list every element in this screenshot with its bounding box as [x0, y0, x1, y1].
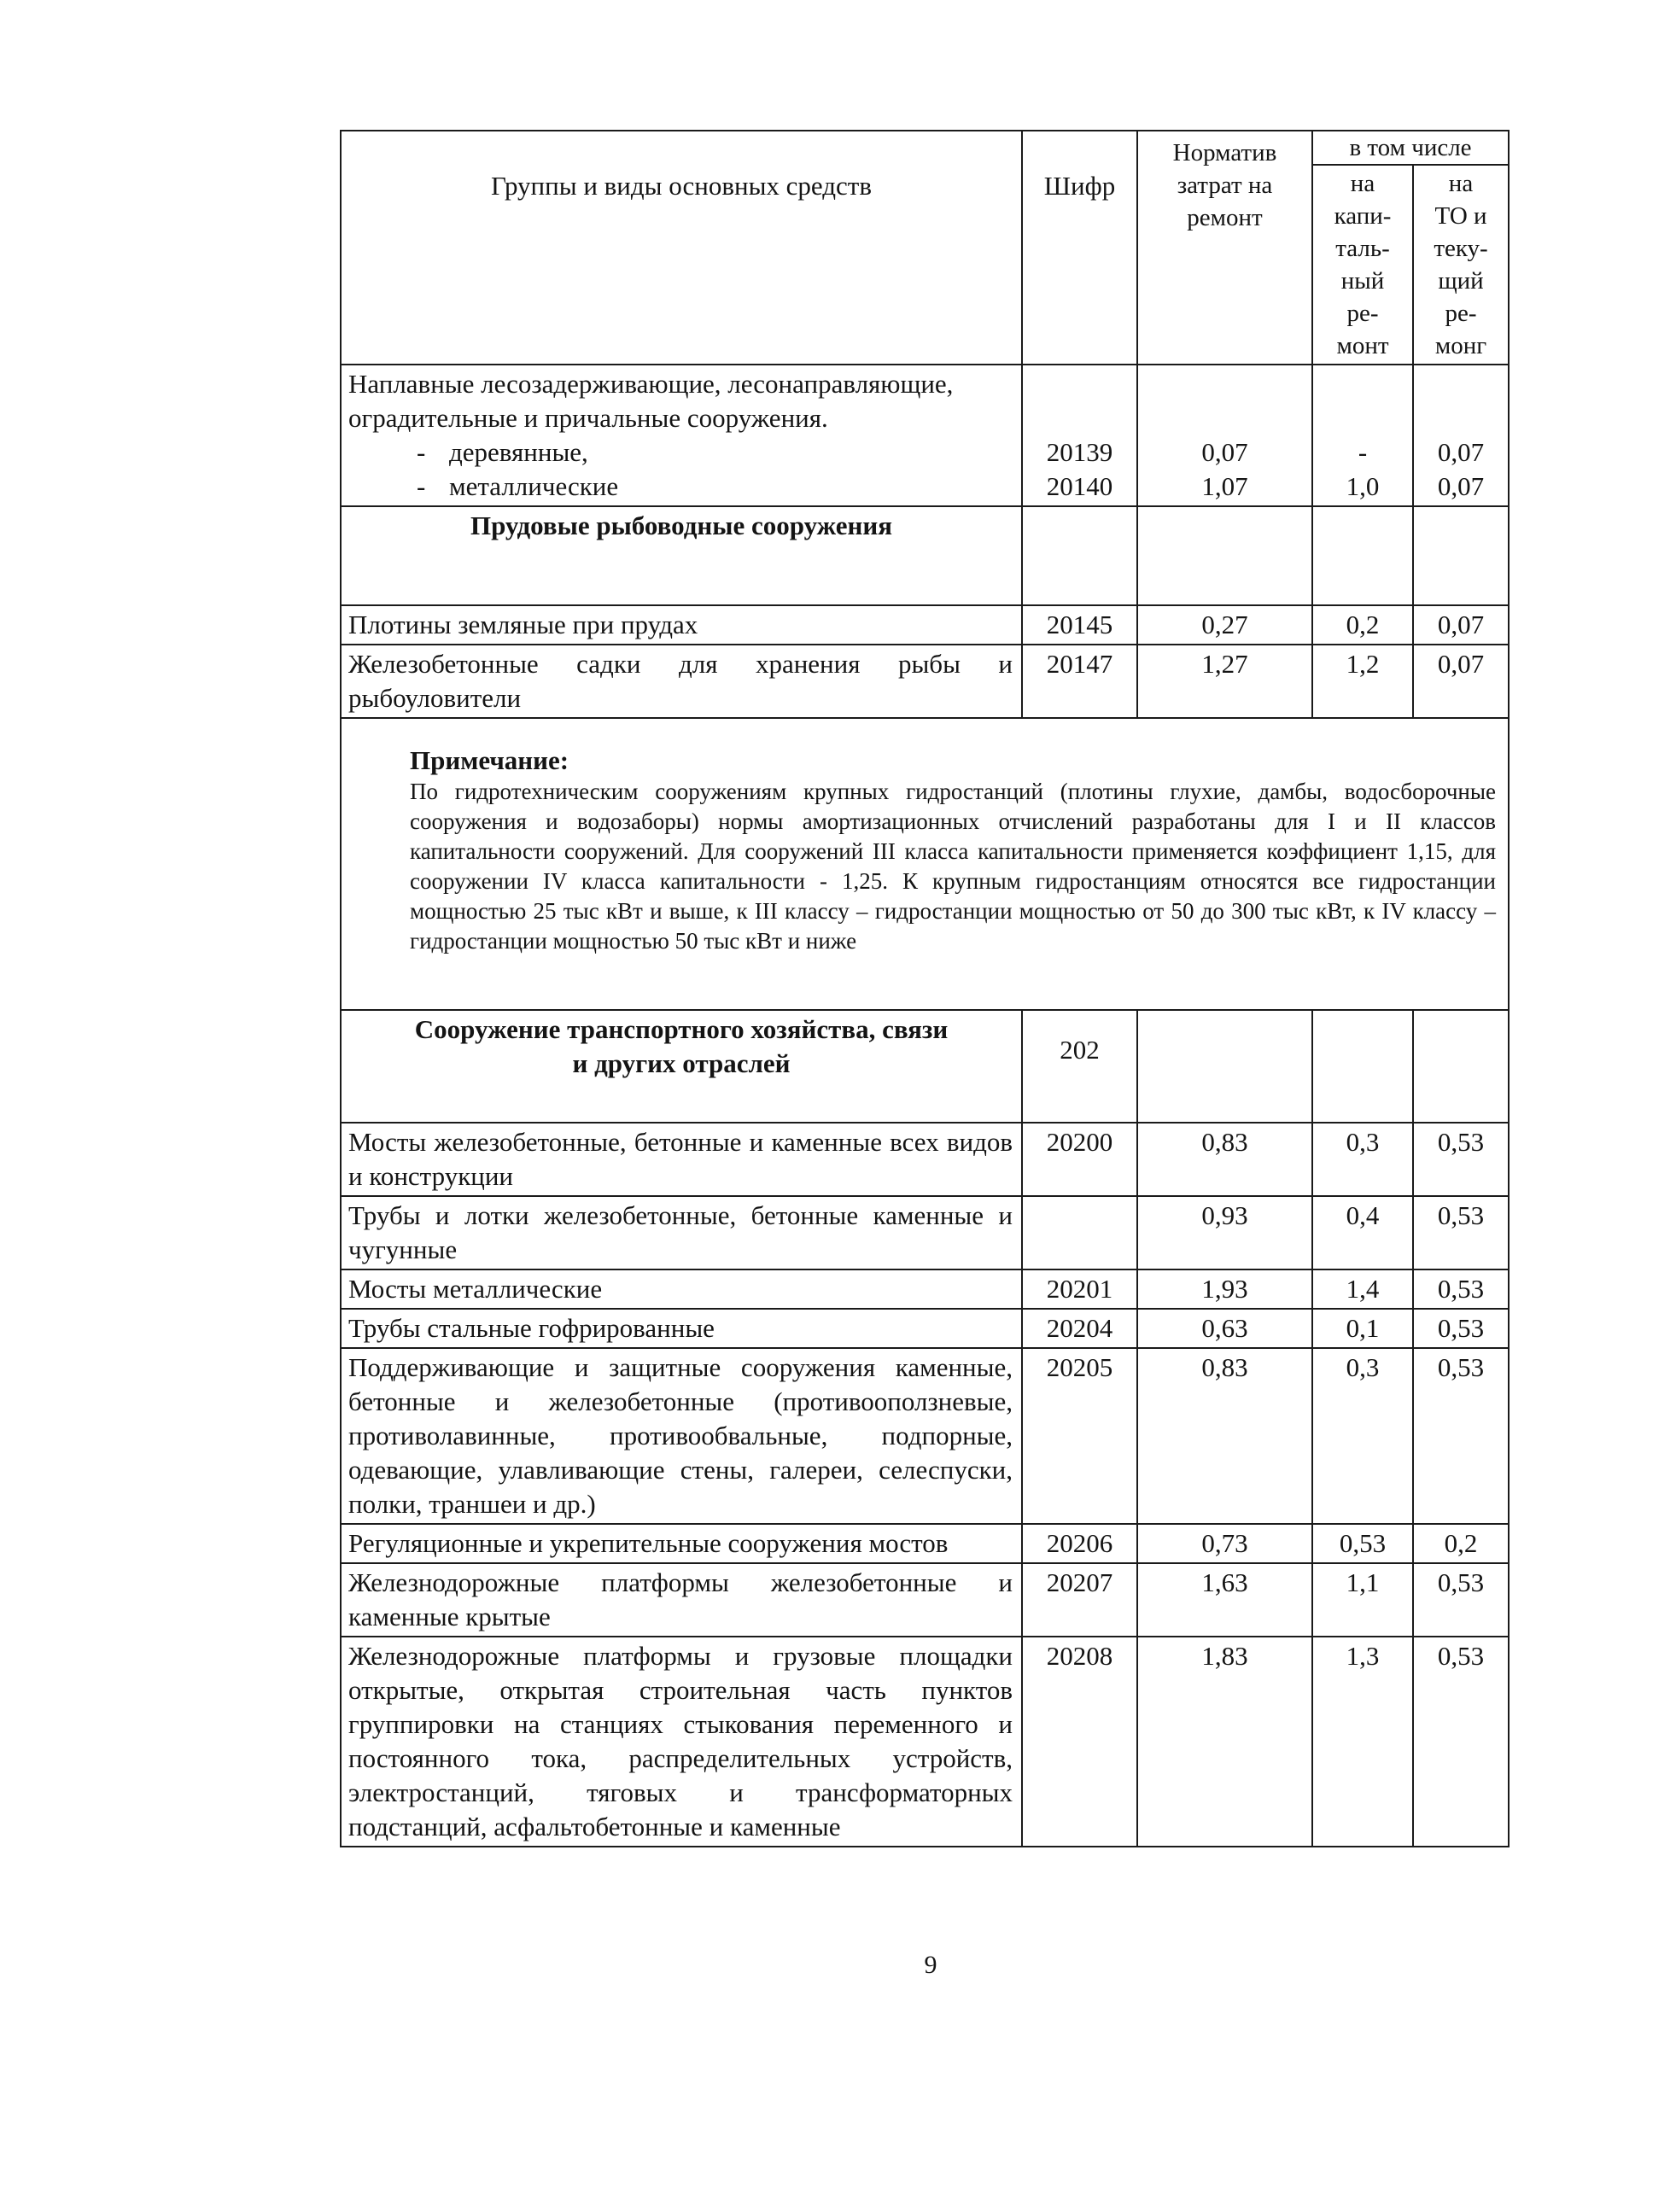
- current-cell: 0,07 0,07: [1413, 365, 1509, 506]
- header-norm: Норматив затрат на ремонт: [1137, 131, 1312, 365]
- table-row: Плотины земляные при прудах 20145 0,27 0,2 0,07: [341, 605, 1509, 645]
- table-row: Мосты железобетонные, бетонные и каменные всех видов и конструкции 20200 0,83 0,3 0,53: [341, 1123, 1509, 1196]
- table-row: Поддерживающие и защитные сооружения каменные, бетонные и железобетонные (противооползневые, противолавинные, противообвальные, подпорные, одевающие, улавливающие стены, галереи, селеспуски, полки, траншеи и др.) 20205 0,83 0,3 0,53: [341, 1348, 1509, 1524]
- header-code: Шифр: [1022, 131, 1137, 365]
- note-row: [341, 718, 1509, 1010]
- table-row: [341, 365, 1509, 506]
- note-text: По гидротехническим сооружениям крупных гидростанций (плотины глухие, дамбы, водосборочные сооружения и водозаборы) нормы амортизационных отчислений разработаны для I и II классов капитальности сооружений. Для сооружений III класса капитальности применяется коэффициент 1,15, для сооружении IV класса капитальности - 1,25. К крупным гидростанциям относятся все гидростанции мощностью 25 тыс кВт и выше, к III классу – гидростанции мощностью от 50 до 300 тыс кВт, к IV классу – гидростанции мощностью 50 тыс кВт и ниже: [410, 779, 1497, 954]
- header-current: на ТО и теку-щий ре-монг: [1413, 165, 1509, 365]
- norm-cell: 0,07 1,07: [1137, 365, 1312, 506]
- header-including: в том числе: [1312, 131, 1509, 165]
- table-header-row: [341, 131, 1509, 165]
- code-cell: 20139 20140: [1022, 365, 1137, 506]
- header-capital: на капи-таль-ный ре-монт: [1312, 165, 1413, 365]
- depreciation-table: [340, 130, 1510, 1847]
- note-title: Примечание:: [410, 745, 569, 775]
- table-row: Железнодорожные платформы и грузовые площадки открытые, открытая строительная часть пунктов группировки на станциях стыкования переменного и постоянного тока, распределительных устройств, электростанций, тяговых и трансформаторных подстанций, асфальтобетонные и каменные 20208 1,83 1,3 0,53: [341, 1637, 1509, 1847]
- section-code: 202: [1022, 1010, 1137, 1123]
- section-title: Прудовые рыбоводные сооружения: [341, 506, 1022, 605]
- capital-cell: - 1,0: [1312, 365, 1413, 506]
- group-title: Наплавные лесозадерживающие, лесонаправляющие, оградительные и причальные сооружения.: [348, 369, 954, 433]
- table-row: Трубы и лотки железобетонные, бетонные каменные и чугунные 0,93 0,4 0,53: [341, 1196, 1509, 1269]
- page-number: 9: [924, 1951, 937, 1979]
- table-row: Железнодорожные платформы железобетонные и каменные крытые 20207 1,63 1,1 0,53: [341, 1563, 1509, 1637]
- sub-item: - деревянные,: [417, 437, 588, 467]
- group-cell: [341, 365, 1022, 506]
- section-title: Сооружение транспортного хозяйства, связи и других отраслей: [341, 1010, 1022, 1123]
- header-name: Группы и виды основных средств: [341, 131, 1022, 365]
- table-row: Регуляционные и укрепительные сооружения мостов 20206 0,73 0,53 0,2: [341, 1524, 1509, 1563]
- table-row: Железобетонные садки для хранения рыбы и рыбоуловители 20147 1,27 1,2 0,07: [341, 645, 1509, 718]
- table-row: Мосты металлические 20201 1,93 1,4 0,53: [341, 1269, 1509, 1309]
- section-row: [341, 1010, 1509, 1123]
- sub-item: - металлические: [417, 471, 619, 501]
- section-row: [341, 506, 1509, 605]
- note-cell: [341, 718, 1509, 1010]
- table-row: Трубы стальные гофрированные 20204 0,63 0,1 0,53: [341, 1309, 1509, 1348]
